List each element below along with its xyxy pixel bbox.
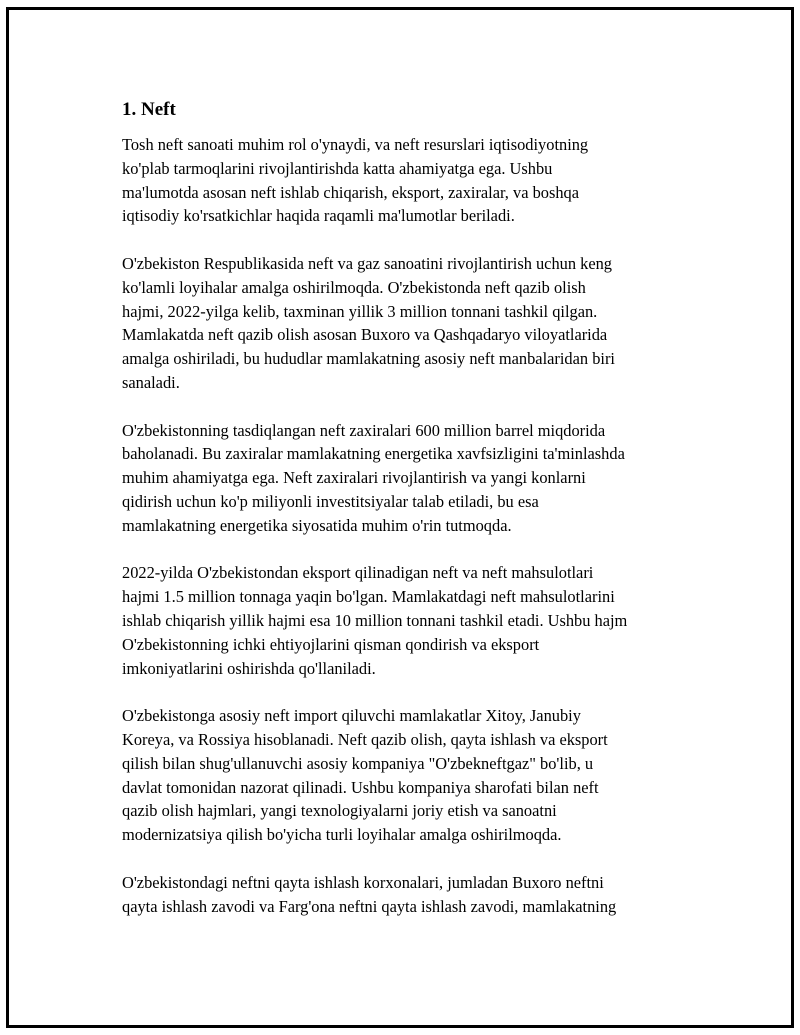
paragraph-refineries: O'zbekistondagi neftni qayta ishlash korxonalari, jumladan Buxoro neftni qayta ishlash zavodi va Farg'ona neftni qayta ishlash zavodi, mamlakatning [122,872,617,916]
paragraph-export: 2022-yilda O'zbekistondan eksport qilinadigan neft va neft mahsulotlari hajmi 1.5 million tonnaga yaqin bo'lgan. Mamlakatdagi neft mahsulotlarini ishlab chiqarish yillik hajmi esa 10 million tonnani tashkil etadi. Ushbu hajm O'zbekistonning ichki ehtiyojlarini qisman qondirish va eksport imkoniyatlarini oshirishda qo'llaniladi. [122,563,628,678]
paragraph-production: O'zbekiston Respublikasida neft va gaz sanoatini rivojlantirish uchun keng ko'lamli loyihalar amalga oshirilmoqda. O'zbekistonda neft qazib olish hajmi, 2022-yilga kelib, taxminan yillik 3 million tonnani tashkil qilgan. Mamlakatda neft qazib olish asosan Buxoro va Qashqadaryo viloyatlarida amalga oshiriladi, bu hududlar mamlakatning asosiy neft manbalaridan biri sanaladi. [122,253,615,392]
page-border [6,7,794,1028]
paragraph-import-companies: O'zbekistonga asosiy neft import qiluvchi mamlakatlar Xitoy, Janubiy Koreya, va Rossiya hisoblanadi. Neft qazib olish, qayta ishlash va eksport qilish bilan shug'ullanuvchi asosiy kompaniya "O'zbekneftgaz" bo'lib, u davlat tomonidan nazorat qilinadi. Ushbu kompaniya sharofati bilan neft qazib olish hajmlari, yangi texnologiyalarni joriy etish va sanoatni modernizatsiya qilish bo'yicha turli loyihalar amalga oshirilmoqda. [122,706,608,845]
document-body [122,98,702,942]
paragraph-reserves: O'zbekistonning tasdiqlangan neft zaxiralari 600 million barrel miqdorida baholanadi. Bu zaxiralar mamlakatning energetika xavfsizligini ta'minlashda muhim ahamiyatga ega. Neft zaxiralari rivojlantirish va yangi konlarni qidirish uchun ko'p miliyonli investitsiyalar talab etiladi, bu esa mamlakatning energetika siyosatida muhim o'rin tutmoqda. [122,420,625,535]
section-heading: 1. Neft [122,99,176,120]
paragraph-intro: Tosh neft sanoati muhim rol o'ynaydi, va neft resurslari iqtisodiyotning ko'plab tarmoqlarini rivojlantirishda katta ahamiyatga ega. Ushbu ma'lumotda asosan neft ishlab chiqarish, eksport, zaxiralar, va boshqa iqtisodiy ko'rsatkichlar haqida raqamli ma'lumotlar beriladi. [122,135,589,226]
